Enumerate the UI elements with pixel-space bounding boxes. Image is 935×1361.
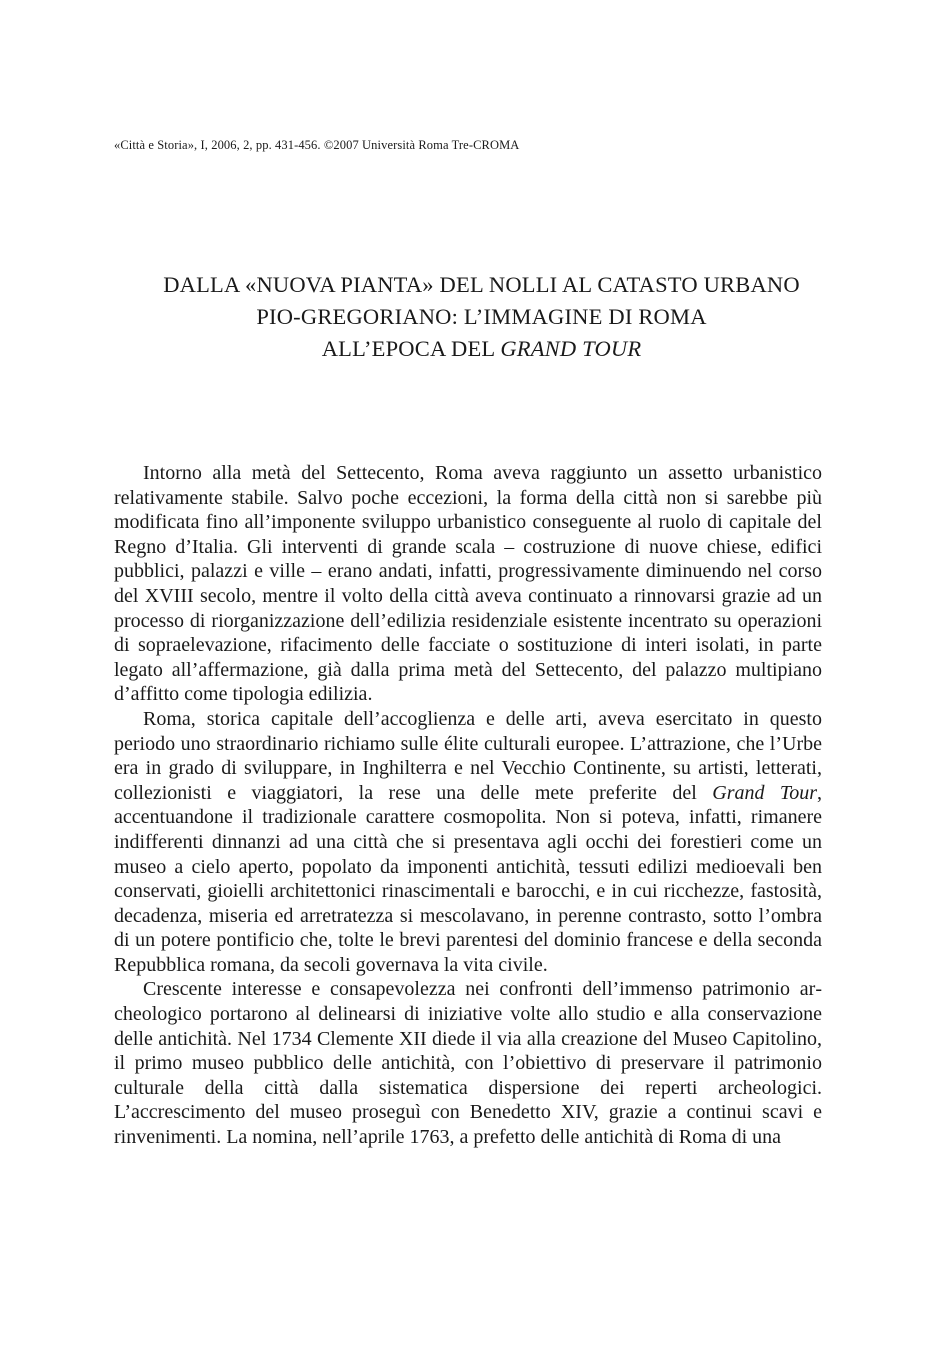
running-head: «Città e Storia», I, 2006, 2, pp. 431-456. ©2007 Università Roma Tre-CROMA — [114, 138, 520, 152]
title-line-1: DALLA «NUOVA PIANTA» DEL NOLLI AL CATASTO URBANO — [163, 272, 800, 297]
title-line-3-italic: GRAND TOUR — [500, 336, 642, 361]
paragraph-3: Crescente interesse e consapevolezza nei confronti dell’immenso patrimonio archeologico portarono al delinearsi di iniziative volte allo studio e alla conservazione delle antichità. Nel 1734 Clemente XII diede il via alla creazione del Museo Capitolino, il primo museo pubblico delle antichità, con l’obiettivo di preservare il patrimonio culturale della città dalla sistematica dispersione dei reperti archeologici. L’accrescimento del museo proseguì con Benedetto XIV, grazie a continui scavi e rinvenimenti. La nomina, nell’aprile 1763, a prefetto delle antichità di Roma di una — [114, 978, 822, 1149]
paragraph-2-part-1: Roma, storica capitale dell’accoglienza e delle arti, aveva esercitato in questo periodo uno straordinario richiamo sulle élite culturali europee. L’attrazione, che l’Urbe era in grado di sviluppare, in Inghilterra e nel Vecchio Continente, su artisti, letterati, collezionisti e viaggiatori, la rese una delle mete preferite del — [114, 707, 822, 804]
paragraph-2-part-2: , accentuandone il tradizionale carattere cosmopolita. Non si poteva, infatti, rimanere indifferenti dinnanzi ad una città che si presentava agli occhi dei forestieri come un museo a cielo aperto, popolato da imponenti antichità, tessuti edilizi medioevali ben conservati, gioielli architettonici rinascimentali e barocchi, e in cui ricchezze, fastosità, decadenza, miseria ed arretratezza si mescolavano, in perenne contrasto, sotto l’ombra di un potere pontificio che, tolte le brevi parentesi del dominio francese e della seconda Repubblica romana, da secoli governava la vita civile. — [114, 781, 823, 976]
body-text — [114, 461, 822, 1150]
paragraph-2 — [114, 707, 822, 978]
paragraph-2-italic: Grand Tour — [712, 781, 818, 804]
paragraph-1: Intorno alla metà del Settecento, Roma aveva raggiunto un assetto urbanistico relativamente stabile. Salvo poche eccezioni, la forma della città non si sarebbe più modificata fino all’imponente sviluppo urbanistico conseguente al ruolo di capitale del Regno d’Italia. Gli interventi di grande scala – costruzione di nuove chiese, edifici pubblici, palazzi e ville – erano andati, infatti, progressivamente diminuendo nel corso del XVIII secolo, mentre il volto della città aveva continuato a rinnovarsi grazie ad un processo di riorganizzazione dell’edilizia residenziale esistente incentrato su operazioni di sopraelevazione, rifacimento delle facciate o sostituzione di interi isolati, in parte legato all’affermazione, già dalla prima metà del Settecento, del palazzo multipiano d’affitto come tipologia edilizia. — [114, 462, 822, 706]
article-title — [100, 269, 863, 365]
title-line-3 — [100, 333, 863, 365]
title-line-2: PIO-GREGORIANO: L’IMMAGINE DI ROMA — [256, 304, 707, 329]
title-line-3-prefix: ALL’EPOCA DEL — [321, 336, 501, 361]
